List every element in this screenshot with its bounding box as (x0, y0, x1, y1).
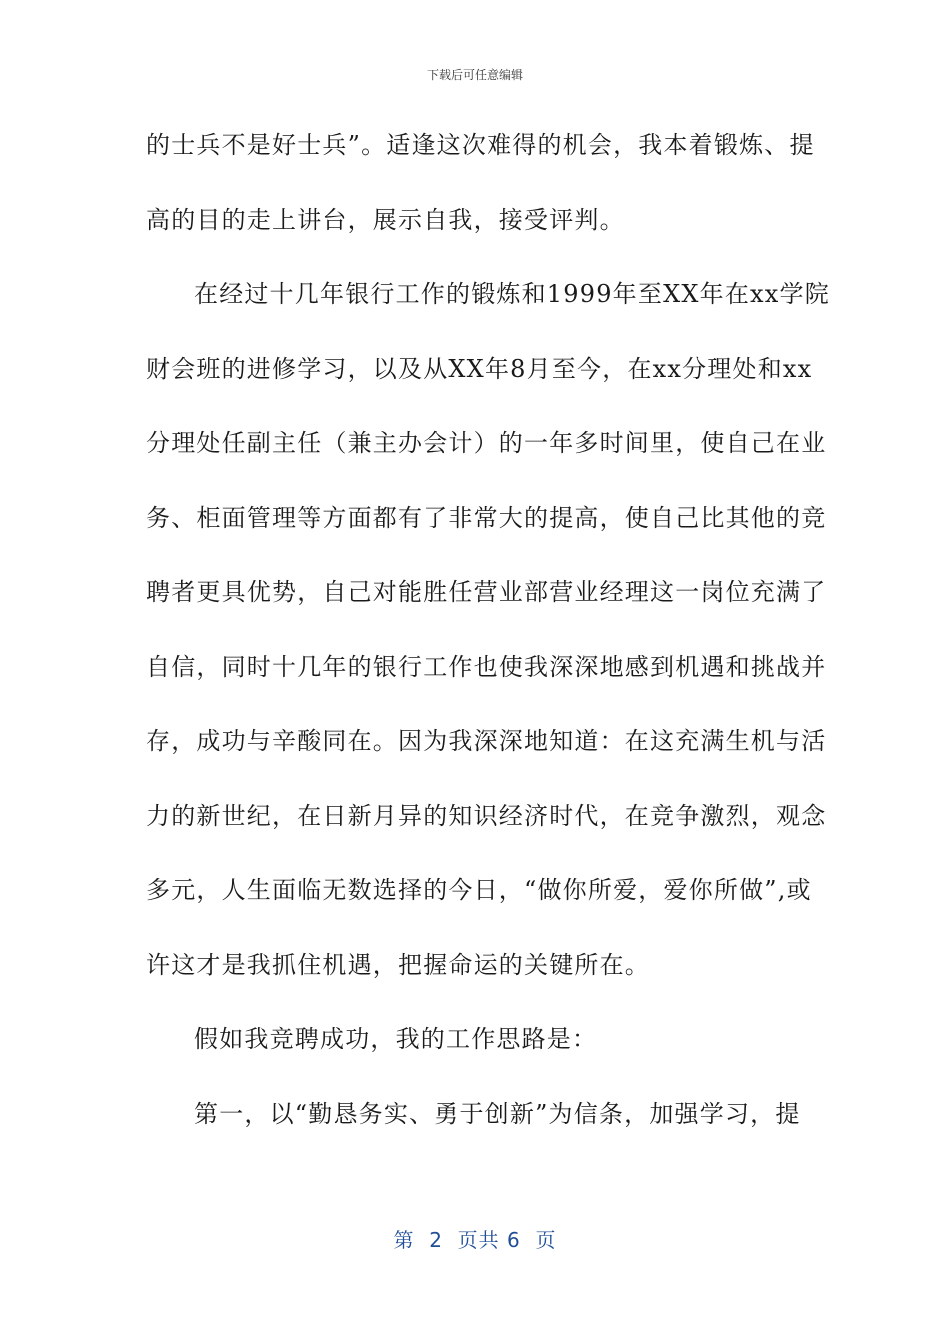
text-line: 财会班的进修学习，以及从XX年8月至今，在xx分理处和xx (146, 354, 813, 383)
text-line: 的士兵不是好士兵”。适逢这次难得的机会，我本着锻炼、提 (146, 131, 815, 159)
text-line: 务、柜面管理等方面都有了非常大的提高，使自己比其他的竞 (146, 503, 827, 532)
page-header: 下载后可任意编辑 (426, 68, 523, 82)
text-line: 自信，同时十几年的银行工作也使我深深地感到机遇和挑战并 (146, 652, 827, 681)
text-line: 存，成功与辛酸同在。因为我深深地知道：在这充满生机与活 (146, 727, 827, 755)
paragraph-start-line: 第一，以“勤恳务实、勇于创新”为信条，加强学习，提 (194, 1099, 801, 1128)
text-line: 聘者更具优势，自己对能胜任营业部营业经理这一岗位充满了 (146, 578, 827, 606)
text-line: 高的目的走上讲台，展示自我，接受评判。 (146, 205, 625, 234)
paragraph-start-line: 在经过十几年银行工作的锻炼和1999年至XX年在xx学院 (194, 280, 830, 308)
paragraph-start-line: 假如我竞聘成功，我的工作思路是： (194, 1025, 598, 1053)
page-number-footer: 第 2 页共 6 页 (393, 1228, 557, 1252)
document-body (146, 118, 830, 1161)
text-line: 分理处任副主任（兼主办会计）的一年多时间里，使自己在业 (146, 429, 827, 457)
text-line: 许这才是我抓住机遇，把握命运的关键所在。 (146, 950, 650, 979)
text-line: 力的新世纪，在日新月异的知识经济时代，在竞争激烈，观念 (146, 801, 827, 830)
text-line: 多元，人生面临无数选择的今日，“做你所爱，爱你所做”,或 (146, 876, 812, 904)
